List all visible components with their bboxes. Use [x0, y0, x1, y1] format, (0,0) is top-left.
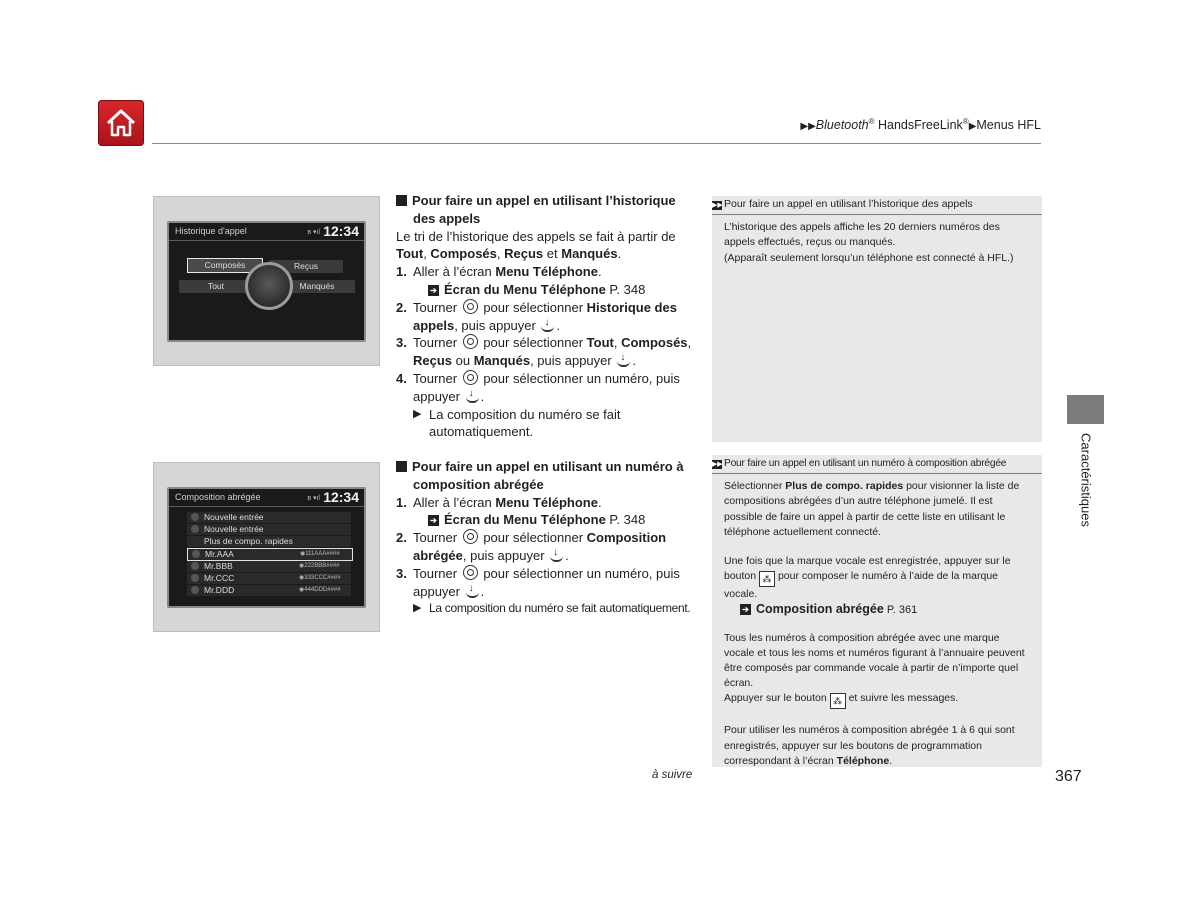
- speed-dial-row[interactable]: [187, 548, 353, 561]
- step-text: , puis appuyer: [530, 353, 616, 369]
- cross-reference[interactable]: [396, 281, 696, 299]
- term-menu-telephone: Menu Téléphone: [495, 264, 598, 280]
- row-label: Nouvelle entrée: [204, 512, 264, 522]
- step-text: Tourner: [413, 299, 461, 315]
- step-2: [396, 299, 696, 335]
- step-text: pour sélectionner: [479, 335, 587, 351]
- term-tout: Tout: [586, 335, 614, 351]
- row-label: Mr.BBB: [204, 561, 233, 571]
- step-text: Tourner: [413, 530, 461, 546]
- step-text: Aller à l’écran: [413, 264, 496, 280]
- sidenote-paragraph: [724, 554, 1032, 602]
- push-dial-icon: [466, 584, 479, 598]
- step-text: pour sélectionner un numéro, puis: [479, 370, 680, 386]
- phone-icon: [191, 574, 199, 582]
- result-note: [396, 600, 696, 618]
- chapter-tab-label[interactable]: [1067, 429, 1104, 531]
- row-label: Nouvelle entrée: [204, 524, 264, 534]
- registered-mark: ®: [868, 117, 875, 126]
- screen-image-speed-dial: [153, 462, 380, 632]
- sep: ou: [452, 353, 474, 369]
- step-text: pour sélectionner: [479, 299, 587, 315]
- step-3: [396, 334, 696, 370]
- step-number: 2.: [396, 299, 407, 315]
- sidenote-paragraph: [724, 723, 1032, 769]
- header-divider: [152, 143, 1041, 144]
- sep: .: [597, 494, 602, 510]
- talk-button-icon: ⁂: [830, 693, 846, 709]
- term-manques: Manqués: [561, 246, 618, 262]
- section-call-history: [396, 192, 696, 441]
- step-number: 3.: [396, 335, 407, 351]
- section-title: [396, 458, 696, 476]
- sidenote-body: [712, 215, 1042, 266]
- option-manques[interactable]: Manqués: [279, 280, 355, 293]
- push-dial-icon: [550, 548, 563, 562]
- clock: 12:34: [323, 489, 359, 505]
- breadcrumb-arrow-icon: ▶▶: [800, 121, 816, 133]
- step-2: [396, 529, 696, 565]
- step-number: 1.: [396, 264, 407, 280]
- push-dial-icon: [617, 353, 630, 367]
- clock: 12:34: [323, 223, 359, 239]
- breadcrumb: [800, 117, 1041, 132]
- sep: .: [632, 353, 636, 369]
- step-text: Aller à l’écran: [413, 494, 496, 510]
- step-number: 1.: [396, 494, 407, 510]
- term-abregee: abrégée: [413, 547, 463, 563]
- registered-mark-2: ®: [962, 117, 969, 126]
- term-recus: Reçus: [413, 353, 453, 369]
- reference-link[interactable]: ➔ Composition abrégée: [740, 602, 884, 616]
- sep: .: [480, 388, 485, 404]
- screen-title: Historique d'appel: [175, 226, 247, 236]
- result-text: La composition du numéro se fait: [429, 406, 621, 422]
- screen-header: [169, 223, 364, 241]
- result-text: La composition du numéro se fait automatiquement.: [429, 601, 691, 616]
- section-square-icon: [396, 195, 407, 206]
- phone-icon: [191, 562, 199, 570]
- chapter-title: Caractéristiques: [1078, 433, 1093, 527]
- section-title-line2: composition abrégée: [413, 476, 544, 492]
- cross-reference[interactable]: [396, 511, 696, 529]
- sidenote-title: Pour faire un appel en utilisant l’historique des appels: [724, 198, 973, 210]
- intro-line: Le tri de l’historique des appels se fait à partir de: [396, 228, 676, 244]
- section-title-line2: des appels: [413, 210, 481, 226]
- row-number: ◉ 111AAA####: [300, 549, 340, 560]
- sep: ,: [687, 335, 692, 351]
- result-text: automatiquement.: [429, 424, 534, 440]
- step-text: pour sélectionner un numéro, puis: [479, 565, 680, 581]
- continued-label: à suivre: [652, 769, 693, 781]
- step-4: [396, 370, 696, 406]
- step-text: pour sélectionner: [479, 530, 587, 546]
- sep: ,: [613, 335, 622, 351]
- push-dial-icon: [541, 318, 554, 332]
- sidenote-title: Pour faire un appel en utilisant un numéro à composition abrégée: [724, 458, 1007, 469]
- breadcrumb-arrow-icon-2: ▶: [968, 121, 977, 133]
- step-text: Tourner: [413, 565, 461, 581]
- step-number: 2.: [396, 530, 407, 546]
- result-arrow-icon: ▶: [413, 602, 422, 615]
- note-marker-icon: ▶▶: [712, 461, 723, 468]
- section-title-line1: Pour faire un appel en utilisant un numéro à: [412, 459, 684, 474]
- term-historique: Historique des: [586, 299, 677, 315]
- row-label: Mr.CCC: [204, 573, 235, 583]
- step-number: 4.: [396, 370, 407, 386]
- row-number: ◉ 222BBB####: [299, 561, 340, 572]
- term-appels: appels: [413, 317, 455, 333]
- row-number: ◉ 333CCC####: [299, 573, 341, 584]
- display-call-history: [167, 221, 366, 342]
- option-recus[interactable]: Reçus: [269, 260, 343, 273]
- note-marker-icon: ▶▶: [712, 202, 723, 209]
- sidenote-paragraph: (Apparaît seulement lorsqu’un téléphone est connecté à HFL.): [724, 251, 1014, 264]
- term-tout: Tout: [396, 246, 424, 262]
- term-composes: Composés: [621, 335, 688, 351]
- sidenote-speed-dial: [712, 455, 1042, 767]
- intro-text-2: [396, 245, 696, 263]
- sep: ,: [496, 246, 505, 262]
- speed-dial-row[interactable]: [187, 536, 351, 547]
- term-plus-de-compo: Plus de compo. rapides: [785, 480, 904, 493]
- sidenote-paragraph: Tous les numéros à composition abrégée avec une marque vocale et tous les noms et numéros figurant à l’annuaire peuvent être composés par commande vocale à partir de n’importe quel écran.: [724, 631, 1025, 690]
- step-1: [396, 494, 696, 512]
- sidenote-heading: [712, 196, 1042, 215]
- display-speed-dial: [167, 487, 366, 608]
- option-tout[interactable]: Tout: [179, 280, 253, 293]
- step-text: Tourner: [413, 370, 461, 386]
- reference-page: P. 348: [605, 512, 646, 528]
- term-recus: Reçus: [504, 246, 544, 262]
- section-title-line1: Pour faire un appel en utilisant l’historique: [412, 193, 676, 208]
- sep: .: [617, 246, 622, 262]
- row-label: Mr.DDD: [204, 585, 235, 595]
- sep: ,: [423, 246, 431, 262]
- sidenote-heading: [712, 455, 1042, 474]
- step-1: [396, 263, 696, 281]
- sep: .: [597, 264, 602, 280]
- step-text: , puis appuyer: [454, 317, 540, 333]
- step-text: Tourner: [413, 335, 461, 351]
- text: Une fois que la marque vocale est enregistrée, appuyer sur le bouton: [724, 555, 1011, 583]
- sep: .: [565, 547, 569, 563]
- option-composes[interactable]: Composés: [187, 258, 263, 273]
- chapter-tab[interactable]: [1067, 395, 1104, 424]
- row-number: ◉ 444DDD####: [299, 585, 341, 596]
- selector-dial-icon: [463, 565, 478, 580]
- reference-page: P. 348: [605, 281, 646, 297]
- sep: .: [556, 317, 561, 333]
- result-arrow-icon: ▶: [413, 407, 422, 420]
- text: pour visionner la liste de compositions abrégées d’un autre téléphone jumelé. Il est possible de faire un appel à partir de cette liste en utilisant le téléphone actuellement connecté.: [724, 480, 1020, 538]
- speed-dial-row[interactable]: [187, 573, 351, 584]
- speed-dial-row[interactable]: [187, 585, 351, 596]
- cross-reference[interactable]: [724, 602, 1032, 618]
- push-dial-icon: [466, 389, 479, 403]
- entry-icon: [191, 513, 199, 521]
- phone-icon: [191, 586, 199, 594]
- term-menu-telephone: Menu Téléphone: [495, 494, 598, 510]
- breadcrumb-menus-hfl[interactable]: Menus HFL: [976, 118, 1041, 133]
- row-label: Mr.AAA: [205, 549, 234, 559]
- sidenote-paragraph: [724, 479, 1032, 540]
- text: Sélectionner: [724, 480, 786, 493]
- home-icon: [103, 105, 139, 141]
- term-telephone: Téléphone: [836, 754, 890, 767]
- sep: et: [543, 246, 562, 262]
- speed-dial-row[interactable]: [187, 561, 351, 572]
- term-composition: Composition: [586, 530, 667, 546]
- selector-dial-icon: [463, 334, 478, 349]
- selector-dial-icon: [463, 299, 478, 314]
- entry-icon: [191, 537, 199, 545]
- selector-dial-icon: [463, 529, 478, 544]
- sidenote-body: [712, 474, 1042, 769]
- section-speed-dial: [396, 458, 696, 618]
- entry-icon: [191, 525, 199, 533]
- talk-button-icon: ⁂: [759, 571, 775, 587]
- sidenote-paragraph: [724, 691, 1032, 709]
- breadcrumb-bluetooth[interactable]: Bluetooth: [815, 118, 869, 133]
- bluetooth-signal-icon: ʙ ▾ıl: [307, 495, 320, 502]
- term-manques: Manqués: [473, 353, 531, 369]
- text: Pour utiliser les numéros à composition abrégée 1 à 6 qui sont enregistrés, appuyer sur les boutons de programmation correspondant à l’écran: [724, 724, 1015, 767]
- text: Appuyer sur le bouton: [724, 692, 830, 705]
- sidenote-call-history: [712, 196, 1042, 442]
- section-title: [396, 192, 696, 210]
- section-square-icon: [396, 461, 407, 472]
- phone-icon: [192, 550, 200, 558]
- row-label: Plus de compo. rapides: [204, 536, 293, 546]
- text: .: [889, 754, 893, 767]
- step-text: appuyer: [413, 388, 464, 404]
- intro-text: [396, 228, 696, 246]
- reference-page: P. 361: [883, 604, 918, 617]
- text: pour composer le numéro à l’aide de la marque vocale.: [724, 570, 999, 601]
- selector-dial-icon: [463, 370, 478, 385]
- home-button[interactable]: [98, 100, 144, 146]
- bluetooth-signal-icon: ʙ ▾ıl: [307, 229, 320, 236]
- speed-dial-row[interactable]: [187, 512, 351, 523]
- sep: .: [480, 583, 485, 599]
- selector-knob-icon: [245, 262, 293, 310]
- reference-link[interactable]: ➔ Écran du Menu Téléphone: [428, 282, 606, 297]
- step-text: , puis appuyer: [462, 547, 549, 563]
- step-3: [396, 565, 696, 601]
- screen-header: [169, 489, 364, 507]
- step-number: 3.: [396, 565, 407, 581]
- speed-dial-row[interactable]: [187, 524, 351, 535]
- screen-title: Composition abrégée: [175, 492, 261, 502]
- screen-image-call-history: [153, 196, 380, 366]
- page-number: 367: [1055, 768, 1082, 785]
- sidenote-paragraph: L’historique des appels affiche les 20 derniers numéros des appels effectués, reçus ou manqués.: [724, 221, 1000, 249]
- result-note: [396, 406, 696, 442]
- reference-link[interactable]: ➔ Écran du Menu Téléphone: [428, 512, 606, 527]
- term-composes: Composés: [430, 246, 497, 262]
- step-text: appuyer: [413, 583, 464, 599]
- text: et suivre les messages.: [845, 692, 959, 705]
- breadcrumb-hfl[interactable]: HandsFreeLink: [874, 118, 963, 133]
